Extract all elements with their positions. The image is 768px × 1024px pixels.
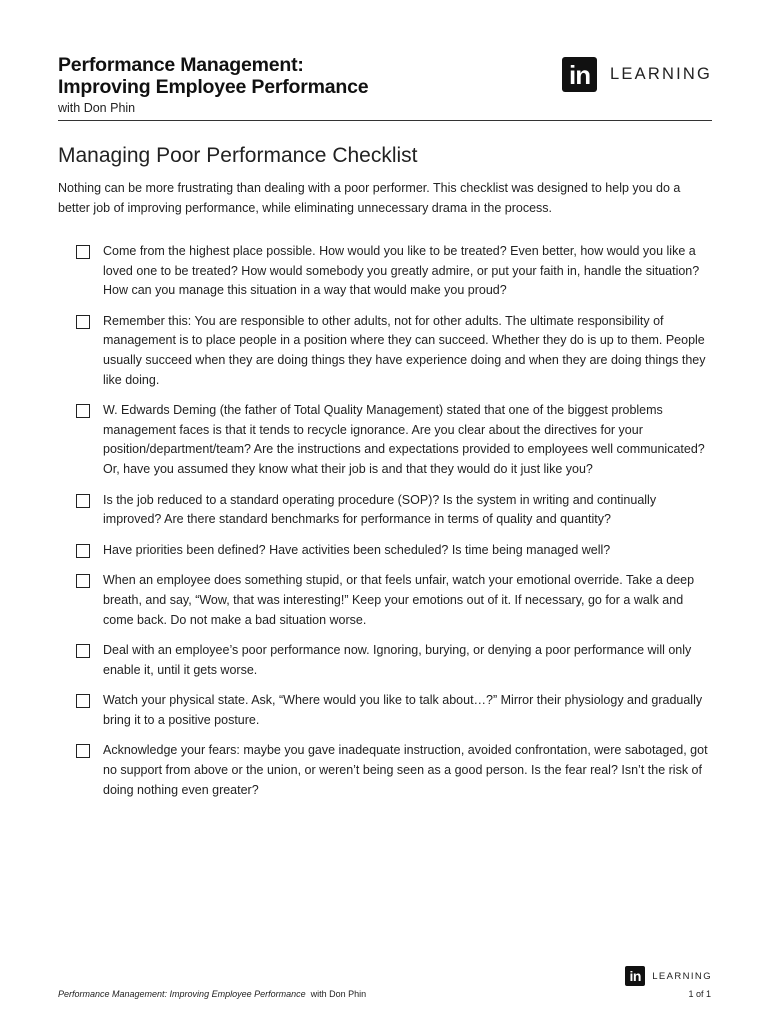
linkedin-learning-logo bbox=[562, 57, 712, 92]
checkbox[interactable] bbox=[76, 644, 90, 658]
checklist-item bbox=[76, 571, 716, 630]
course-title-line-2: Improving Employee Performance bbox=[58, 76, 369, 98]
checklist-item-text: Acknowledge your fears: maybe you gave inadequate instruction, avoided confrontation, were sabotaged, got no support from above or the union, or weren’t being seen as a good person. Is the fear real? Isn’t the risk of doing nothing even greater? bbox=[103, 743, 708, 797]
checklist-item-text: Remember this: You are responsible to other adults, not for other adults. The ultimate responsibility of management is to place people in a position where they can succeed. Whether they do is up to them. People usually succeed when they are doing things they have experience doing and when they are doing things they like doing. bbox=[103, 313, 706, 387]
checklist-item-text: When an employee does something stupid, or that feels unfair, watch your emotional override. Take a deep breath, and say, “Wow, that was interesting!” Keep your emotions out of it. If necessary, go for a walk and come back. Do not make a bad situation worse. bbox=[103, 573, 695, 627]
footer-linkedin-learning-logo bbox=[625, 966, 712, 986]
document-title: Managing Poor Performance Checklist bbox=[58, 144, 418, 167]
checkbox[interactable] bbox=[76, 574, 90, 588]
checklist-item bbox=[76, 401, 716, 479]
checklist-item-text: Is the job reduced to a standard operating procedure (SOP)? Is the system in writing and continually improved? Are there standard benchmarks for performance in terms of quality and quantity? bbox=[103, 492, 657, 527]
course-title-line-1: Performance Management: bbox=[58, 54, 304, 76]
checklist-item-text: Deal with an employee’s poor performance now. Ignoring, burying, or denying a poor performance will only enable it, until it gets worse. bbox=[103, 643, 692, 677]
checkbox[interactable] bbox=[76, 404, 90, 418]
checklist-item bbox=[76, 242, 716, 301]
page-number: 1 of 1 bbox=[688, 989, 711, 999]
learning-wordmark: LEARNING bbox=[652, 970, 712, 982]
checkbox[interactable] bbox=[76, 245, 90, 259]
checklist bbox=[76, 242, 716, 811]
checkbox[interactable] bbox=[76, 494, 90, 508]
checkbox[interactable] bbox=[76, 315, 90, 329]
checklist-item bbox=[76, 741, 716, 800]
checklist-item bbox=[76, 312, 716, 390]
checklist-item bbox=[76, 491, 716, 530]
checklist-item bbox=[76, 641, 716, 680]
footer-course-info bbox=[58, 989, 366, 999]
checklist-item-text: Watch your physical state. Ask, “Where would you like to talk about…?” Mirror their physiology and gradually bring it to a positive posture. bbox=[103, 693, 703, 727]
checklist-item-text: Come from the highest place possible. How would you like to be treated? Even better, how would you like a loved one to be treated? How would somebody you greatly admire, or put your faith in, handle the situation? How can you manage this situation in a way that would make you proud? bbox=[103, 244, 700, 298]
checkbox[interactable] bbox=[76, 694, 90, 708]
checklist-item-text: W. Edwards Deming (the father of Total Quality Management) stated that one of the biggest problems management faces is that it tends to recycle ignorance. Are you clear about the directives for your position/department/team? Are the instructions and expectations provided to employees well communicated? Or, have you assumed they know what their job is and that they would do it just like you? bbox=[103, 403, 705, 476]
instructor-name: with Don Phin bbox=[58, 101, 136, 115]
linkedin-icon: in bbox=[625, 966, 645, 986]
header-divider bbox=[58, 120, 712, 121]
learning-wordmark: LEARNING bbox=[610, 65, 712, 83]
checklist-item bbox=[76, 541, 716, 561]
footer-course-title: Performance Management: Improving Employee Performance bbox=[58, 989, 306, 999]
footer-instructor: with Don Phin bbox=[310, 989, 367, 999]
intro-paragraph: Nothing can be more frustrating than dealing with a poor performer. This checklist was designed to help you do a better job of improving performance, while eliminating unnecessary drama in the process. bbox=[58, 181, 681, 215]
linkedin-icon: in bbox=[562, 57, 597, 92]
checkbox[interactable] bbox=[76, 744, 90, 758]
checkbox[interactable] bbox=[76, 544, 90, 558]
checklist-item-text: Have priorities been defined? Have activities been scheduled? Is time being managed well? bbox=[103, 542, 611, 557]
checklist-item bbox=[76, 691, 716, 730]
